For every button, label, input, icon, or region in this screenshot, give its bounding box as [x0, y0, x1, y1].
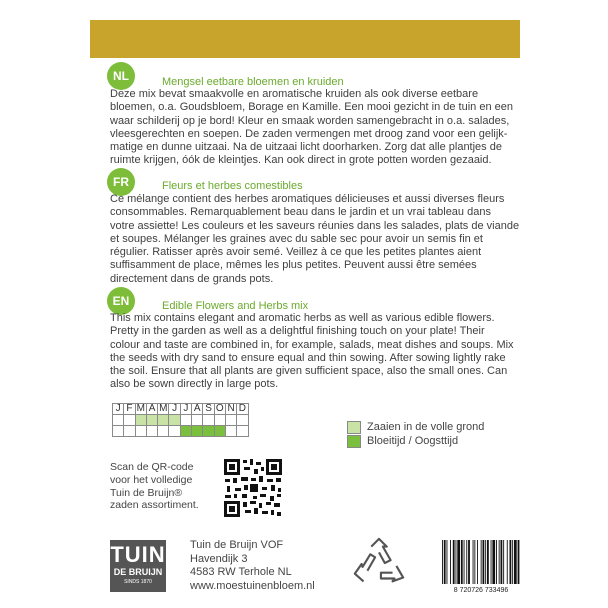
- bloom-cell: [113, 426, 124, 437]
- qr-caption: [110, 461, 220, 512]
- text-line: voor het volledige: [110, 473, 193, 486]
- text-line: waar schilderij op je bord! Kleur en smaak worden samengebracht in o.a. salades,: [110, 114, 510, 127]
- sowing-calendar: [112, 403, 249, 437]
- month-cell: O: [215, 403, 224, 414]
- section-title-en: Edible Flowers and Herbs mix: [162, 300, 309, 312]
- month-cell: F: [124, 404, 135, 415]
- sowing-cell: [113, 415, 124, 426]
- bloom-cell: [124, 426, 135, 437]
- legend-sow-label: Zaaien in de volle grond: [367, 421, 485, 433]
- sowing-cell: [135, 415, 146, 426]
- bloom-cell: [146, 426, 157, 437]
- text-line: votre assiette! Les couleurs et les saveurs réunies dans les salades, plats de viande: [110, 219, 520, 232]
- address-line: Tuin de Bruijn VOF: [190, 539, 284, 551]
- section-body-fr: [110, 193, 522, 286]
- bloom-cell: [135, 426, 146, 437]
- badge-fr: FR: [107, 168, 135, 196]
- text-line: Deze mix bevat smaakvolle en aromatische kruiden als ook diverse eetbare: [110, 88, 479, 100]
- section-title-nl: Mengsel eetbare bloemen en kruiden: [162, 76, 344, 88]
- text-line: Pretty in the garden as well as a delightful finishing touch on your plate! Their: [110, 325, 485, 338]
- bloom-cell: [214, 426, 225, 437]
- month-cell: S: [203, 404, 214, 415]
- text-line: vleesgerechten en soepen. De zaden vermengen met droog zand voor een gelijk-: [110, 127, 508, 140]
- sowing-cell: [146, 415, 157, 426]
- bloom-cell: [237, 426, 248, 437]
- address-line: Havendijk 3: [190, 552, 248, 565]
- month-cell: A: [146, 404, 157, 415]
- brand-logo: [110, 540, 166, 592]
- sowing-cell: [214, 415, 225, 426]
- month-cell: N: [225, 404, 236, 415]
- text-line: also be sown directly in large pots.: [110, 378, 279, 391]
- text-line: et soupes. Mélanger les graines avec du sable sec pour avoir un semis fin et: [110, 232, 483, 245]
- bloom-cell: [192, 426, 203, 437]
- text-line: bloemen, o.a. Goudsbloem, Borage en Kamille. Een mooi gezicht in de tuin en een: [110, 101, 513, 114]
- text-line: suffisamment de place, mêmes les plus petites. Peuvent aussi être semées: [110, 259, 477, 272]
- logo-line1: TUIN: [110, 542, 166, 567]
- text-line: régulier. Ratisser après avoir semé. Veillez à ce que les petites plantes aient: [110, 246, 482, 259]
- bloom-cell: [225, 426, 236, 437]
- month-cell: M: [159, 403, 168, 414]
- sowing-cell: [124, 415, 135, 426]
- text-line: Tuin de Bruijn®: [110, 486, 183, 499]
- text-line: the soil. Ensure that all plants are given sufficient space, also the small ones. Can: [110, 365, 508, 378]
- calendar-months-row: [113, 404, 249, 415]
- address-website[interactable]: www.moestuinenbloem.nl: [190, 579, 315, 592]
- badge-en: EN: [107, 287, 135, 315]
- month-cell: D: [237, 404, 248, 415]
- section-body-nl: [110, 88, 522, 168]
- barcode-icon: [436, 538, 526, 594]
- legend-bloom-swatch: [347, 435, 361, 448]
- section-body-en: [110, 312, 522, 392]
- text-line: This mix contains elegant and aromatic herbs as well as various edible flowers.: [110, 312, 495, 324]
- text-line: matige en dunne uitzaai. Na de uitzaai licht doorharken. Zorg dat alle plantjes de: [110, 141, 502, 154]
- text-line: the seeds with dry sand to ensure equal and thin sowing. After sowing lightly rake: [110, 351, 506, 364]
- legend-bloom-label: Bloeitijd / Oogsttijd: [367, 435, 459, 447]
- sowing-cell: [203, 415, 214, 426]
- text-line: consommables. Remarquablement beau dans le jardin et un vrai tableau dans: [110, 206, 491, 219]
- month-cell: M: [136, 403, 145, 414]
- text-line: ruimte krijgen, óók de kleintjes. Kan ook direct in grote potten worden gezaaid.: [110, 154, 492, 167]
- address-line: 4583 RW Terhole NL: [190, 566, 292, 578]
- sowing-cell: [158, 415, 169, 426]
- sowing-cell: [192, 415, 203, 426]
- logo-since: SINDS 1870: [124, 579, 152, 585]
- text-line: directement dans de grands pots.: [110, 272, 274, 285]
- text-line: Ce mélange contient des herbes aromatiques délicieuses et aussi diverses fleurs: [110, 193, 505, 205]
- sowing-cell: [169, 415, 180, 426]
- calendar-sowing-row: [113, 415, 249, 426]
- top-color-band: [90, 20, 520, 58]
- month-cell: J: [113, 404, 124, 415]
- logo-line2: DE BRUIJN: [113, 567, 163, 577]
- barcode-number: 8 720726 733496: [453, 587, 509, 594]
- bloom-cell: [169, 426, 180, 437]
- qr-code-icon[interactable]: [223, 458, 283, 518]
- text-line: colour and taste are combined in, for example, salads, meat dishes and soups. Mix: [110, 338, 514, 351]
- bloom-cell: [180, 426, 191, 437]
- company-address: [190, 539, 315, 593]
- bloom-cell: [203, 426, 214, 437]
- sowing-cell: [225, 415, 236, 426]
- month-cell: J: [169, 404, 180, 415]
- legend-sow-swatch: [347, 421, 361, 434]
- sowing-cell: [180, 415, 191, 426]
- month-cell: J: [180, 404, 191, 415]
- text-line: Scan de QR-code: [110, 461, 194, 473]
- badge-nl: NL: [107, 62, 135, 90]
- section-title-fr: Fleurs et herbes comestibles: [162, 180, 303, 192]
- bloom-cell: [158, 426, 169, 437]
- month-cell: A: [192, 404, 203, 415]
- recycle-icon: [350, 535, 408, 593]
- sowing-cell: [237, 415, 248, 426]
- calendar-bloom-row: [113, 426, 249, 437]
- text-line: zaden assortiment.: [110, 499, 199, 512]
